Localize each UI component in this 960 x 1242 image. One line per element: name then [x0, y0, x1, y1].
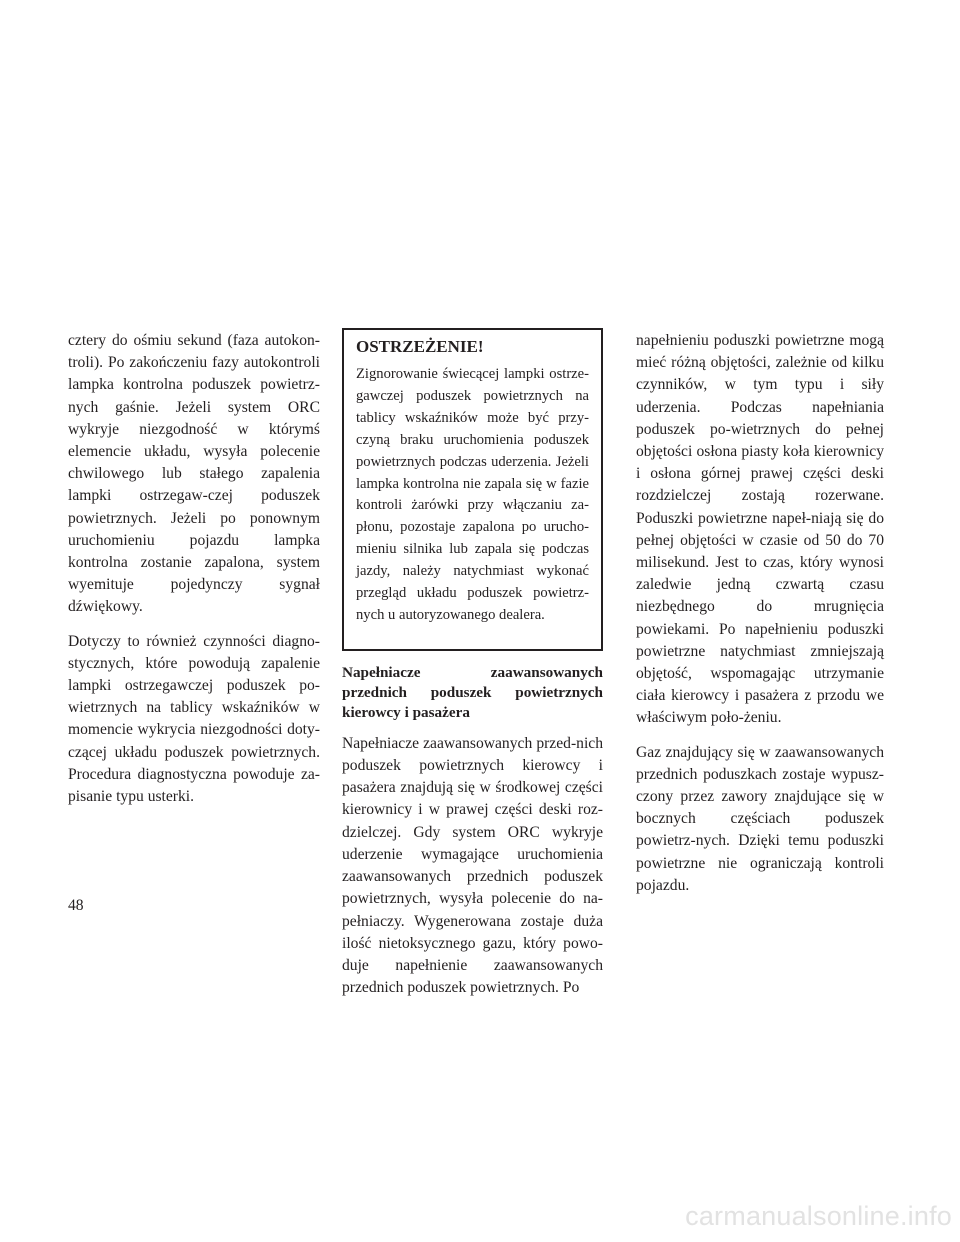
body-paragraph: Napełniacze zaawansowanych przed-nich poduszek powietrznych kierowcy i pasażera znajdują się w środkowej części kierownicy i w prawej części deski roz-dzielczej. Gdy system ORC wykryje uderzenie wymagające uruchomienia zaawansowanych przednich poduszek powietrznych, wysyła polecenie do na-pełniaczy. Wygenerowana zostaje duża ilość nietoksycznego gazu, który powo-duje napełnienie zaawansowanych przednich poduszek powietrznych. Po: [342, 734, 603, 997]
warning-box: [342, 328, 603, 651]
body-paragraph: napełnieniu poduszki powietrzne mogą mieć różną objętości, zależnie od kilku czynników, w tym typu i siły uderzenia. Podczas napełniania poduszek po-wietrznych do pełnej objętości osłona piasty koła kierownicy i osłona górnej prawej części deski rozdzielczej zostają rozerwane. Poduszki powietrzne napeł-niają się do pełnej objętości w czasie od 50 do 70 milisekund. Jest to czas, który wynosi zaledwie jedną czwartą czasu niezbędnego do mrugnięcia powiekami. Po napełnieniu poduszki powietrzne natychmiast zmniejszają objętość, wspomagając utrzymanie ciała kierowcy i pasażera z przodu we właściwym poło-żeniu.: [636, 332, 884, 727]
right-column: [636, 330, 884, 909]
page-number: 48: [68, 897, 84, 914]
body-paragraph: Dotyczy to również czynności diagno-stycznych, które powodują zapalenie lampki ostrzegawczej poduszek po-wietrznych na tablicy wskaźników w momencie wykrycia niezgodności doty-czącej układu poduszek powietrznych. Procedura diagnostyczna powoduje za-pisanie typu usterki.: [68, 632, 320, 806]
body-paragraph: Gaz znajdujący się w zaawansowanych przednich poduszkach zostaje wypusz-czony przez zawory znajdujące się w bocznych częściach poduszek powietrz-nych. Dzięki temu poduszki powietrzne nie ograniczają kontroli pojazdu.: [636, 743, 884, 894]
warning-text: Zignorowanie świecącej lampki ostrze-gawczej poduszek powietrznych na tablicy wskaźników może być przy-czyną braku uruchomienia poduszek powietrznych podczas uderzenia. Jeżeli lampka kontrolna nie zapala się w fazie kontroli żarówki przy włączaniu za-płonu, pozostaje zapalona po urucho-mieniu silnika lub zapala się podczas jazdy, należy natychmiast wykonać przegląd układu poduszek powietrz-nych u autoryzowanego dealera.: [356, 366, 589, 623]
warning-title: OSTRZEŻENIE!: [356, 337, 484, 356]
watermark: carmanualsonline.info: [685, 1201, 952, 1231]
body-paragraph: cztery do ośmiu sekund (faza autokon-troli). Po zakończeniu fazy autokontroli lampka kontrolna poduszek powietrz-nych gaśnie. Jeżeli system ORC wykryje niezgodność w którymś elemencie układu, wysyła polecenie chwilowego lub stałego zapalenia lampki ostrzegaw-czej poduszek powietrznych. Jeżeli po ponownym uruchomieniu pojazdu lampka kontrolna zostanie zapalona, system wyemituje pojedynczy sygnał dźwiękowy.: [68, 332, 320, 616]
left-column: [68, 330, 320, 820]
middle-column: [342, 330, 603, 1011]
section-heading: Napełniacze zaawansowanych przednich poduszek powietrznych kierowcy i pasażera: [342, 663, 603, 721]
